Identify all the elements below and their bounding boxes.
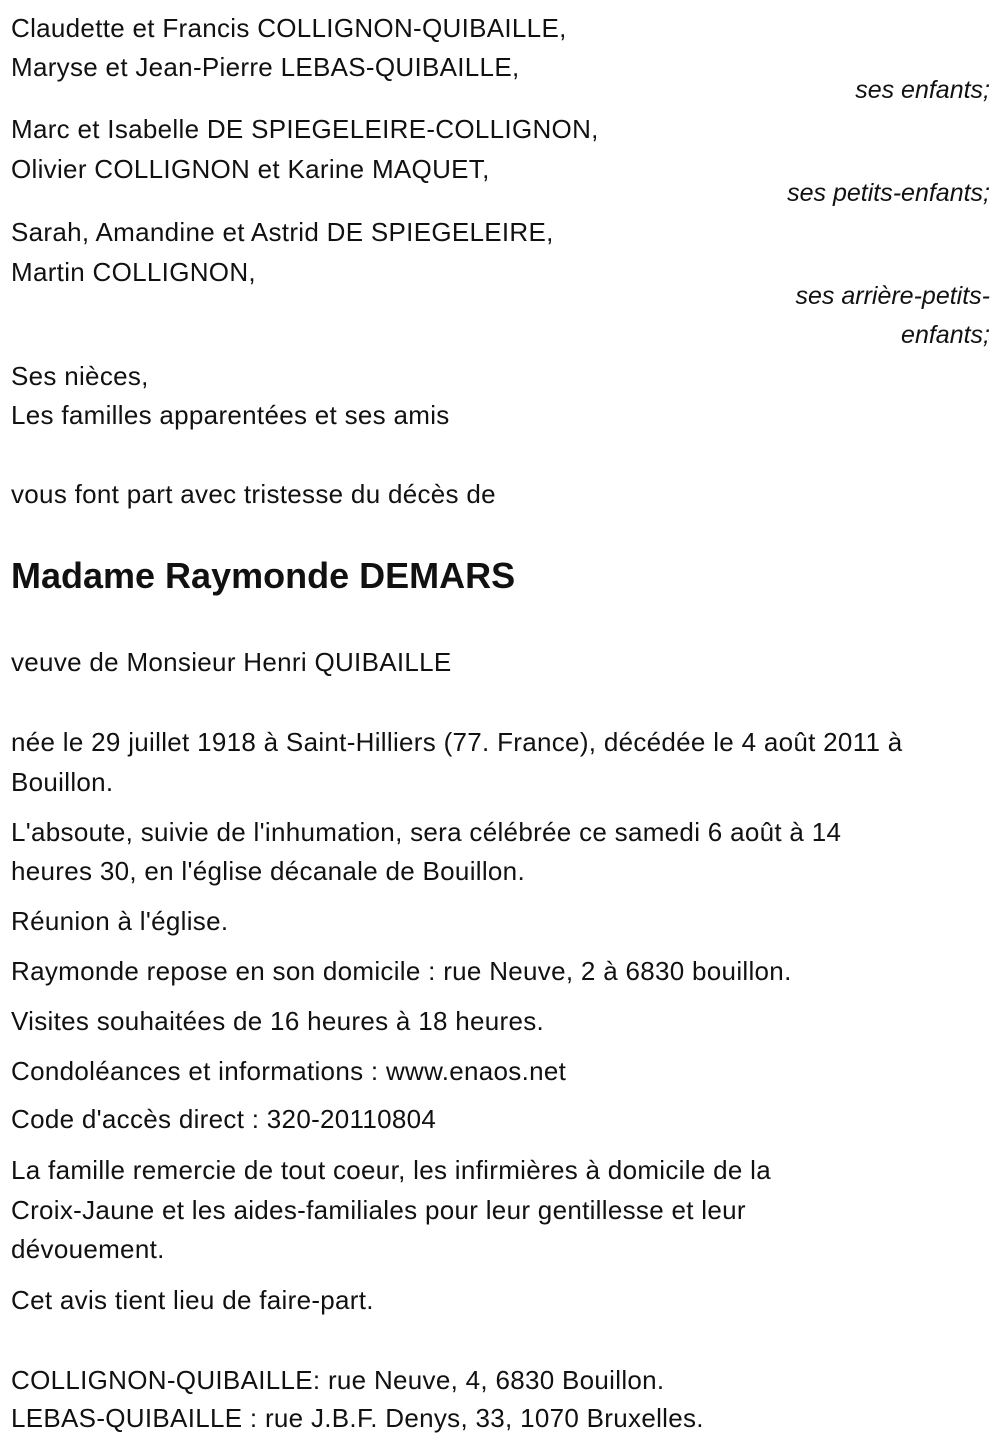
family-line: Olivier COLLIGNON et Karine MAQUET, [11,154,490,184]
address-line: LEBAS-QUIBAILLE : rue J.B.F. Denys, 33, 1070 Bruxelles. [11,1403,704,1433]
family-line: Claudette et Francis COLLIGNON-QUIBAILLE, [11,13,567,43]
family-line: Marc et Isabelle DE SPIEGELEIRE-COLLIGNON, [11,114,599,144]
detail-line: heures 30, en l'église décanale de Bouillon. [11,856,525,886]
detail-line: dévouement. [11,1234,165,1264]
detail-line: Cet avis tient lieu de faire-part. [11,1285,374,1315]
address-line: COLLIGNON-QUIBAILLE: rue Neuve, 4, 6830 Bouillon. [11,1365,665,1395]
announcement: vous font part avec tristesse du décès de [11,479,496,509]
family-line: Martin COLLIGNON, [11,257,256,287]
others-line: Ses nièces, [11,361,149,391]
detail-line: Croix-Jaune et les aides-familiales pour leur gentillesse et leur [11,1195,746,1225]
detail-line: Condoléances et informations : www.enaos.net [11,1056,567,1086]
relation-label: enfants; [901,321,990,349]
detail-line: Raymonde repose en son domicile : rue Neuve, 2 à 6830 bouillon. [11,956,792,986]
detail-line: née le 29 juillet 1918 à Saint-Hilliers (77. France), décédée le 4 août 2011 à [11,727,903,757]
detail-line: Bouillon. [11,767,114,797]
others-line: Les familles apparentées et ses amis [11,400,450,430]
family-line: Sarah, Amandine et Astrid DE SPIEGELEIRE, [11,217,554,247]
detail-line: L'absoute, suivie de l'inhumation, sera célébrée ce samedi 6 août à 14 [11,817,842,847]
widow-of: veuve de Monsieur Henri QUIBAILLE [11,647,452,677]
relation-label: ses petits-enfants; [787,179,990,207]
detail-line: La famille remercie de tout coeur, les infirmières à domicile de la [11,1155,771,1185]
detail-line: Réunion à l'église. [11,906,229,936]
relation-label: ses arrière-petits- [795,282,990,310]
family-line: Maryse et Jean-Pierre LEBAS-QUIBAILLE, [11,52,520,82]
detail-line: Code d'accès direct : 320-20110804 [11,1104,437,1134]
detail-line: Visites souhaitées de 16 heures à 18 heures. [11,1006,545,1036]
deceased-name: Madame Raymonde DEMARS [11,555,516,596]
relation-label: ses enfants; [855,76,990,104]
